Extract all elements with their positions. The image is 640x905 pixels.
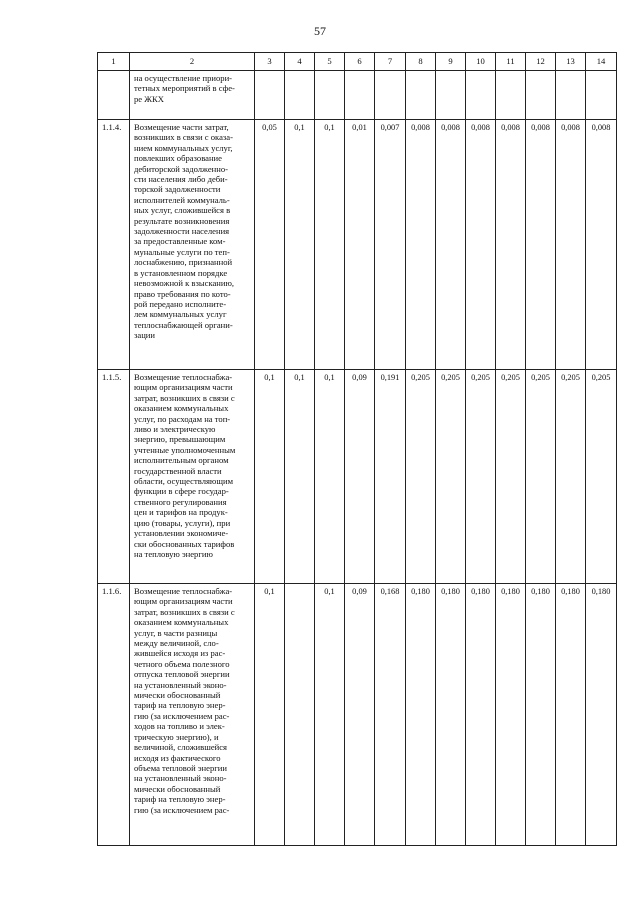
value-cell	[375, 71, 406, 120]
value-cell	[526, 71, 556, 120]
value-cell: 0,1	[255, 584, 285, 846]
value-cell: 0,008	[556, 120, 586, 370]
header-cell: 5	[315, 53, 345, 71]
header-cell: 8	[406, 53, 436, 71]
value-cell	[586, 71, 617, 120]
value-cell	[345, 71, 375, 120]
header-cell: 14	[586, 53, 617, 71]
value-cell: 0,205	[526, 370, 556, 584]
header-cell: 6	[345, 53, 375, 71]
row-description: Возмещение теплоснабжа- ющим организациям части затрат, возникших в связи с оказанием коммунальных услуг, в части разницы между величиной, сло- жившейся исходя из рас- четного объема полезного отпуска тепловой энергии на установленный эконо- мически обоснованный тариф на тепловую энер- гию (за исключением рас- ходов на топливо и элек- трическую энергию), и величиной, сложившейся исходя из фактического объема тепловой энергии на установленный эконо- мически обоснованный тариф на тепловую энер- гию (за исключением рас-	[130, 584, 255, 846]
value-cell: 0,180	[556, 584, 586, 846]
table-row	[98, 370, 617, 584]
value-cell	[255, 71, 285, 120]
value-cell: 0,007	[375, 120, 406, 370]
value-cell: 0,205	[586, 370, 617, 584]
value-cell: 0,205	[466, 370, 496, 584]
header-cell: 7	[375, 53, 406, 71]
value-cell	[285, 71, 315, 120]
value-cell: 0,180	[406, 584, 436, 846]
value-cell: 0,191	[375, 370, 406, 584]
value-cell: 0,205	[436, 370, 466, 584]
row-description: Возмещение части затрат, возникших в связи с оказа- нием коммунальных услуг, повлекших образование дебиторской задолженно- сти населения либо деби- торской задолженности исполнителей коммуналь- ных услуг, сложившейся в результате возникновения задолженности населения за предоставленные ком- мунальные услуги по теп- лоснабжению, признанной в установленном порядке невозможной к взысканию, право требования по кото- рой передано исполните- лем коммунальных услуг теплоснабжающей органи- зации	[130, 120, 255, 370]
header-cell: 4	[285, 53, 315, 71]
value-cell: 0,05	[255, 120, 285, 370]
value-cell: 0,1	[255, 370, 285, 584]
value-cell	[466, 71, 496, 120]
row-description: Возмещение теплоснабжа- ющим организациям части затрат, возникших в связи с оказанием коммунальных услуг, по расходам на топ- ливо и электрическую энергию, превышающим учтенные уполномоченным исполнительным органом государственной власти области, осуществляющим функции в сфере государ- ственного регулирования цен и тарифов на продук- цию (товары, услуги), при установлении экономиче- ски обоснованных тарифов на тепловую энергию	[130, 370, 255, 584]
value-cell: 0,205	[496, 370, 526, 584]
header-cell: 3	[255, 53, 285, 71]
row-number: 1.1.6.	[98, 584, 130, 846]
value-cell: 0,01	[345, 120, 375, 370]
value-cell	[496, 71, 526, 120]
value-cell: 0,008	[586, 120, 617, 370]
program-table	[97, 52, 617, 846]
value-cell: 0,180	[496, 584, 526, 846]
header-cell: 9	[436, 53, 466, 71]
row-number	[98, 71, 130, 120]
value-cell: 0,1	[285, 120, 315, 370]
value-cell: 0,1	[315, 370, 345, 584]
row-number: 1.1.5.	[98, 370, 130, 584]
value-cell: 0,008	[496, 120, 526, 370]
table-row	[98, 584, 617, 846]
table-row	[98, 120, 617, 370]
value-cell: 0,205	[406, 370, 436, 584]
page-number: 57	[314, 24, 326, 38]
value-cell	[436, 71, 466, 120]
value-cell: 0,1	[285, 370, 315, 584]
table-row	[98, 71, 617, 120]
header-cell: 10	[466, 53, 496, 71]
value-cell: 0,008	[436, 120, 466, 370]
value-cell: 0,205	[556, 370, 586, 584]
value-cell: 0,09	[345, 584, 375, 846]
header-cell: 1	[98, 53, 130, 71]
value-cell: 0,008	[406, 120, 436, 370]
value-cell: 0,168	[375, 584, 406, 846]
header-cell: 11	[496, 53, 526, 71]
row-number: 1.1.4.	[98, 120, 130, 370]
header-cell: 13	[556, 53, 586, 71]
value-cell	[315, 71, 345, 120]
value-cell	[285, 584, 315, 846]
value-cell: 0,1	[315, 584, 345, 846]
value-cell: 0,008	[526, 120, 556, 370]
value-cell: 0,1	[315, 120, 345, 370]
header-row	[98, 53, 617, 71]
header-cell: 12	[526, 53, 556, 71]
value-cell: 0,180	[436, 584, 466, 846]
value-cell: 0,180	[586, 584, 617, 846]
value-cell	[556, 71, 586, 120]
value-cell: 0,180	[526, 584, 556, 846]
value-cell: 0,180	[466, 584, 496, 846]
value-cell	[406, 71, 436, 120]
row-description: на осуществление приори- тетных мероприятий в сфе- ре ЖКХ	[130, 71, 255, 120]
value-cell: 0,008	[466, 120, 496, 370]
value-cell: 0,09	[345, 370, 375, 584]
header-cell: 2	[130, 53, 255, 71]
